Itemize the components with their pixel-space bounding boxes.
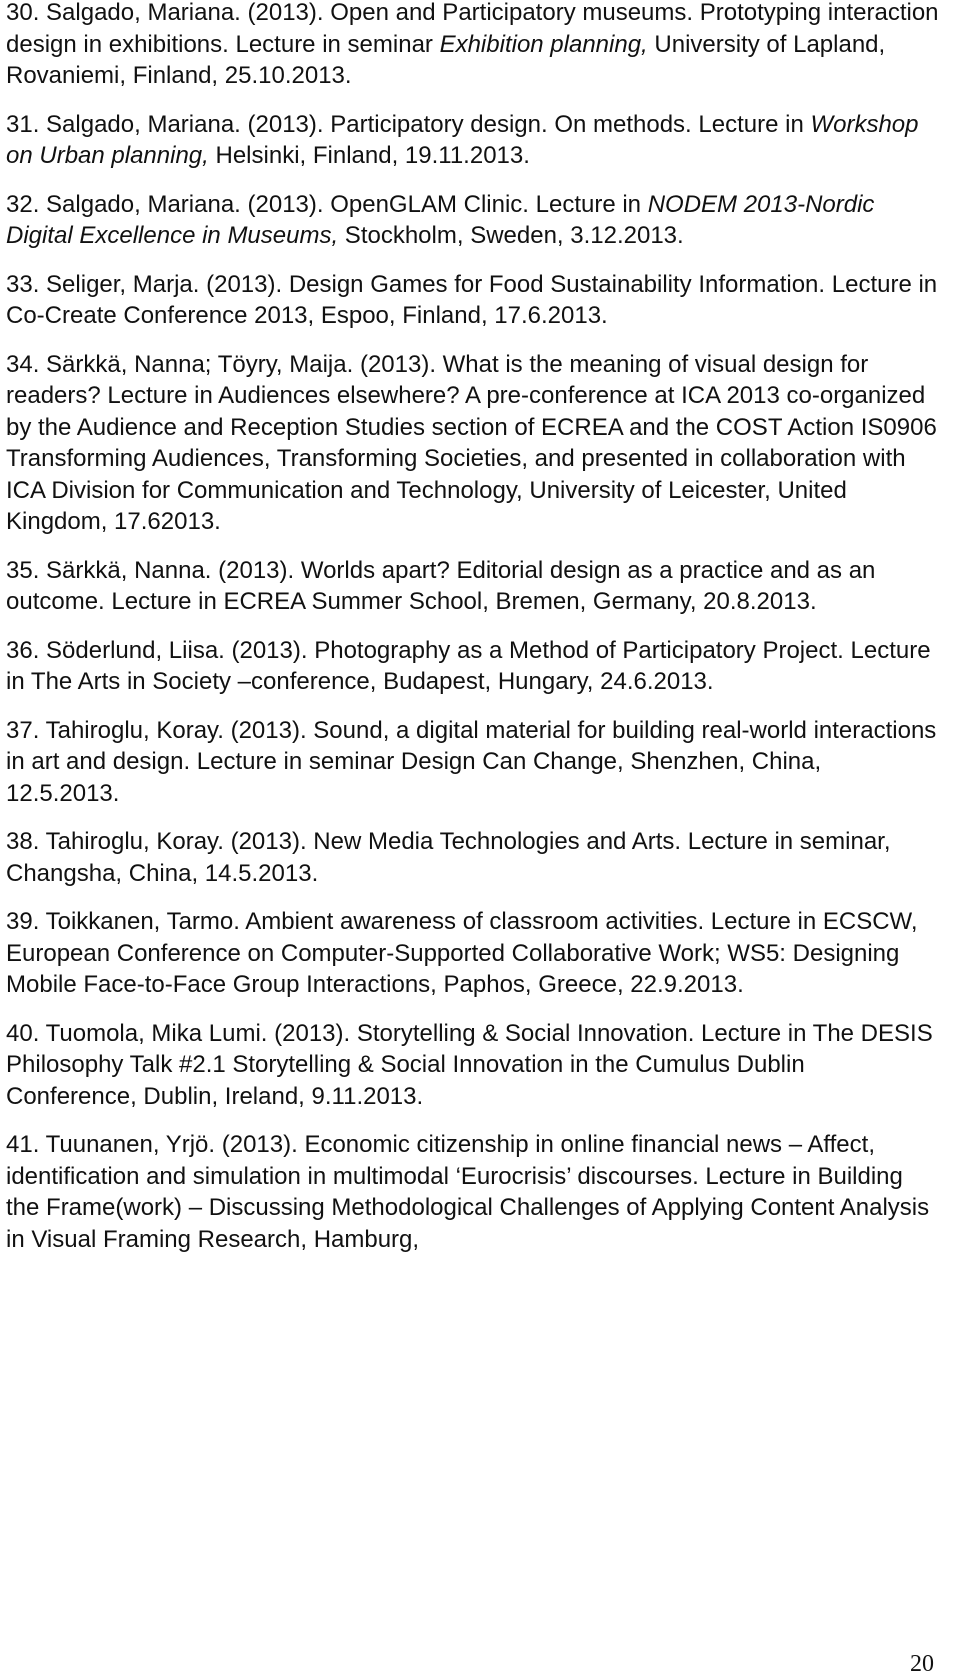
reference-venue: NODEM 2013-Nordic Digital Excellence in Museums, <box>6 190 875 249</box>
reference-text: Särkkä, Nanna; Töyry, Maija. (2013). What is the meaning of visual design for readers? Lecture in Audiences elsewhere? A pre-conference at ICA 2013 co-organized by the Audience and Reception Studies section of ECREA and the COST Action IS0906 Transforming Audiences, Transforming Societies, and presented in collaboration with ICA Division for Communication and Technology, University of Leicester, United Kingdom, 17.62013. <box>6 350 937 535</box>
reference-text: Salgado, Mariana. (2013). OpenGLAM Clinic. Lecture in <box>46 190 648 218</box>
reference-number: 34. <box>6 350 40 378</box>
reference-number: 41. <box>6 1131 40 1158</box>
reference-entry-39 <box>6 906 940 1001</box>
reference-text: Toikkanen, Tarmo. Ambient awareness of classroom activities. Lecture in ECSCW, European Conference on Computer-Supported Collaborative Work; WS5: Designing Mobile Face-to-Face Group Interactions, Paphos, Greece, 22.9.2013. <box>6 908 918 998</box>
reference-entry-41 <box>6 1129 940 1255</box>
reference-text: Salgado, Mariana. (2013). Participatory design. On methods. Lecture in <box>46 110 811 138</box>
reference-entry-35 <box>6 555 940 618</box>
reference-entry-32 <box>6 189 940 252</box>
reference-number: 39. <box>6 908 40 935</box>
reference-entry-40 <box>6 1018 940 1113</box>
reference-entry-30 <box>6 0 940 92</box>
reference-number: 33. <box>6 270 40 298</box>
reference-number: 31. <box>6 110 40 138</box>
reference-entry-31 <box>6 109 940 172</box>
reference-entry-34 <box>6 349 940 538</box>
reference-number: 38. <box>6 828 40 855</box>
reference-details: Helsinki, Finland, 19.11.2013. <box>208 142 530 169</box>
reference-entry-38 <box>6 826 940 889</box>
reference-text: Salgado, Mariana. (2013). Open and Participatory museums. Prototyping interaction design in exhibitions. Lecture in seminar <box>6 0 939 58</box>
reference-details: Stockholm, Sweden, 3.12.2013. <box>338 222 684 249</box>
reference-number: 37. <box>6 716 40 744</box>
reference-number: 36. <box>6 636 40 664</box>
reference-text: Tahiroglu, Koray. (2013). New Media Technologies and Arts. Lecture in seminar, Changsha, China, 14.5.2013. <box>6 828 891 887</box>
reference-number: 35. <box>6 556 40 584</box>
reference-entry-36 <box>6 635 940 698</box>
reference-text: Särkkä, Nanna. (2013). Worlds apart? Editorial design as a practice and as an outcome. Lecture in ECREA Summer School, Bremen, Germany, 20.8.2013. <box>6 556 876 615</box>
reference-text: Tuunanen, Yrjö. (2013). Economic citizenship in online financial news – Affect, identification and simulation in multimodal ‘Eurocrisis’ discourses. Lecture in Building the Frame(work) – Discussing Methodological Challenges of Applying Content Analysis in Visual Framing Research, Hamburg, <box>6 1131 930 1253</box>
reference-details: University of Lapland, Rovaniemi, Finland, 25.10.2013. <box>6 30 886 89</box>
page-number: 20 <box>910 1651 934 1677</box>
reference-number: 30. <box>6 0 40 26</box>
reference-number: 32. <box>6 190 40 218</box>
reference-text: Tuomola, Mika Lumi. (2013). Storytelling & Social Innovation. Lecture in The DESIS Philosophy Talk #2.1 Storytelling & Social Innovation in the Cumulus Dublin Conference, Dublin, Ireland, 9.11.2013. <box>6 1019 933 1110</box>
reference-venue: Workshop on Urban planning, <box>6 110 919 169</box>
reference-text: Seliger, Marja. (2013). Design Games for Food Sustainability Information. Lecture in Co-Create Conference 2013, Espoo, Finland, 17.6.2013. <box>6 270 938 329</box>
reference-entry-37 <box>6 715 940 810</box>
reference-entry-33 <box>6 269 940 332</box>
reference-number: 40. <box>6 1019 40 1047</box>
reference-text: Tahiroglu, Koray. (2013). Sound, a digital material for building real-world interactions in art and design. Lecture in seminar Design Can Change, Shenzhen, China, 12.5.2013. <box>6 716 937 807</box>
reference-venue: Exhibition planning, <box>439 30 648 58</box>
reference-text: Söderlund, Liisa. (2013). Photography as a Method of Participatory Project. Lecture in The Arts in Society –conference, Budapest, Hungary, 24.6.2013. <box>6 636 931 695</box>
